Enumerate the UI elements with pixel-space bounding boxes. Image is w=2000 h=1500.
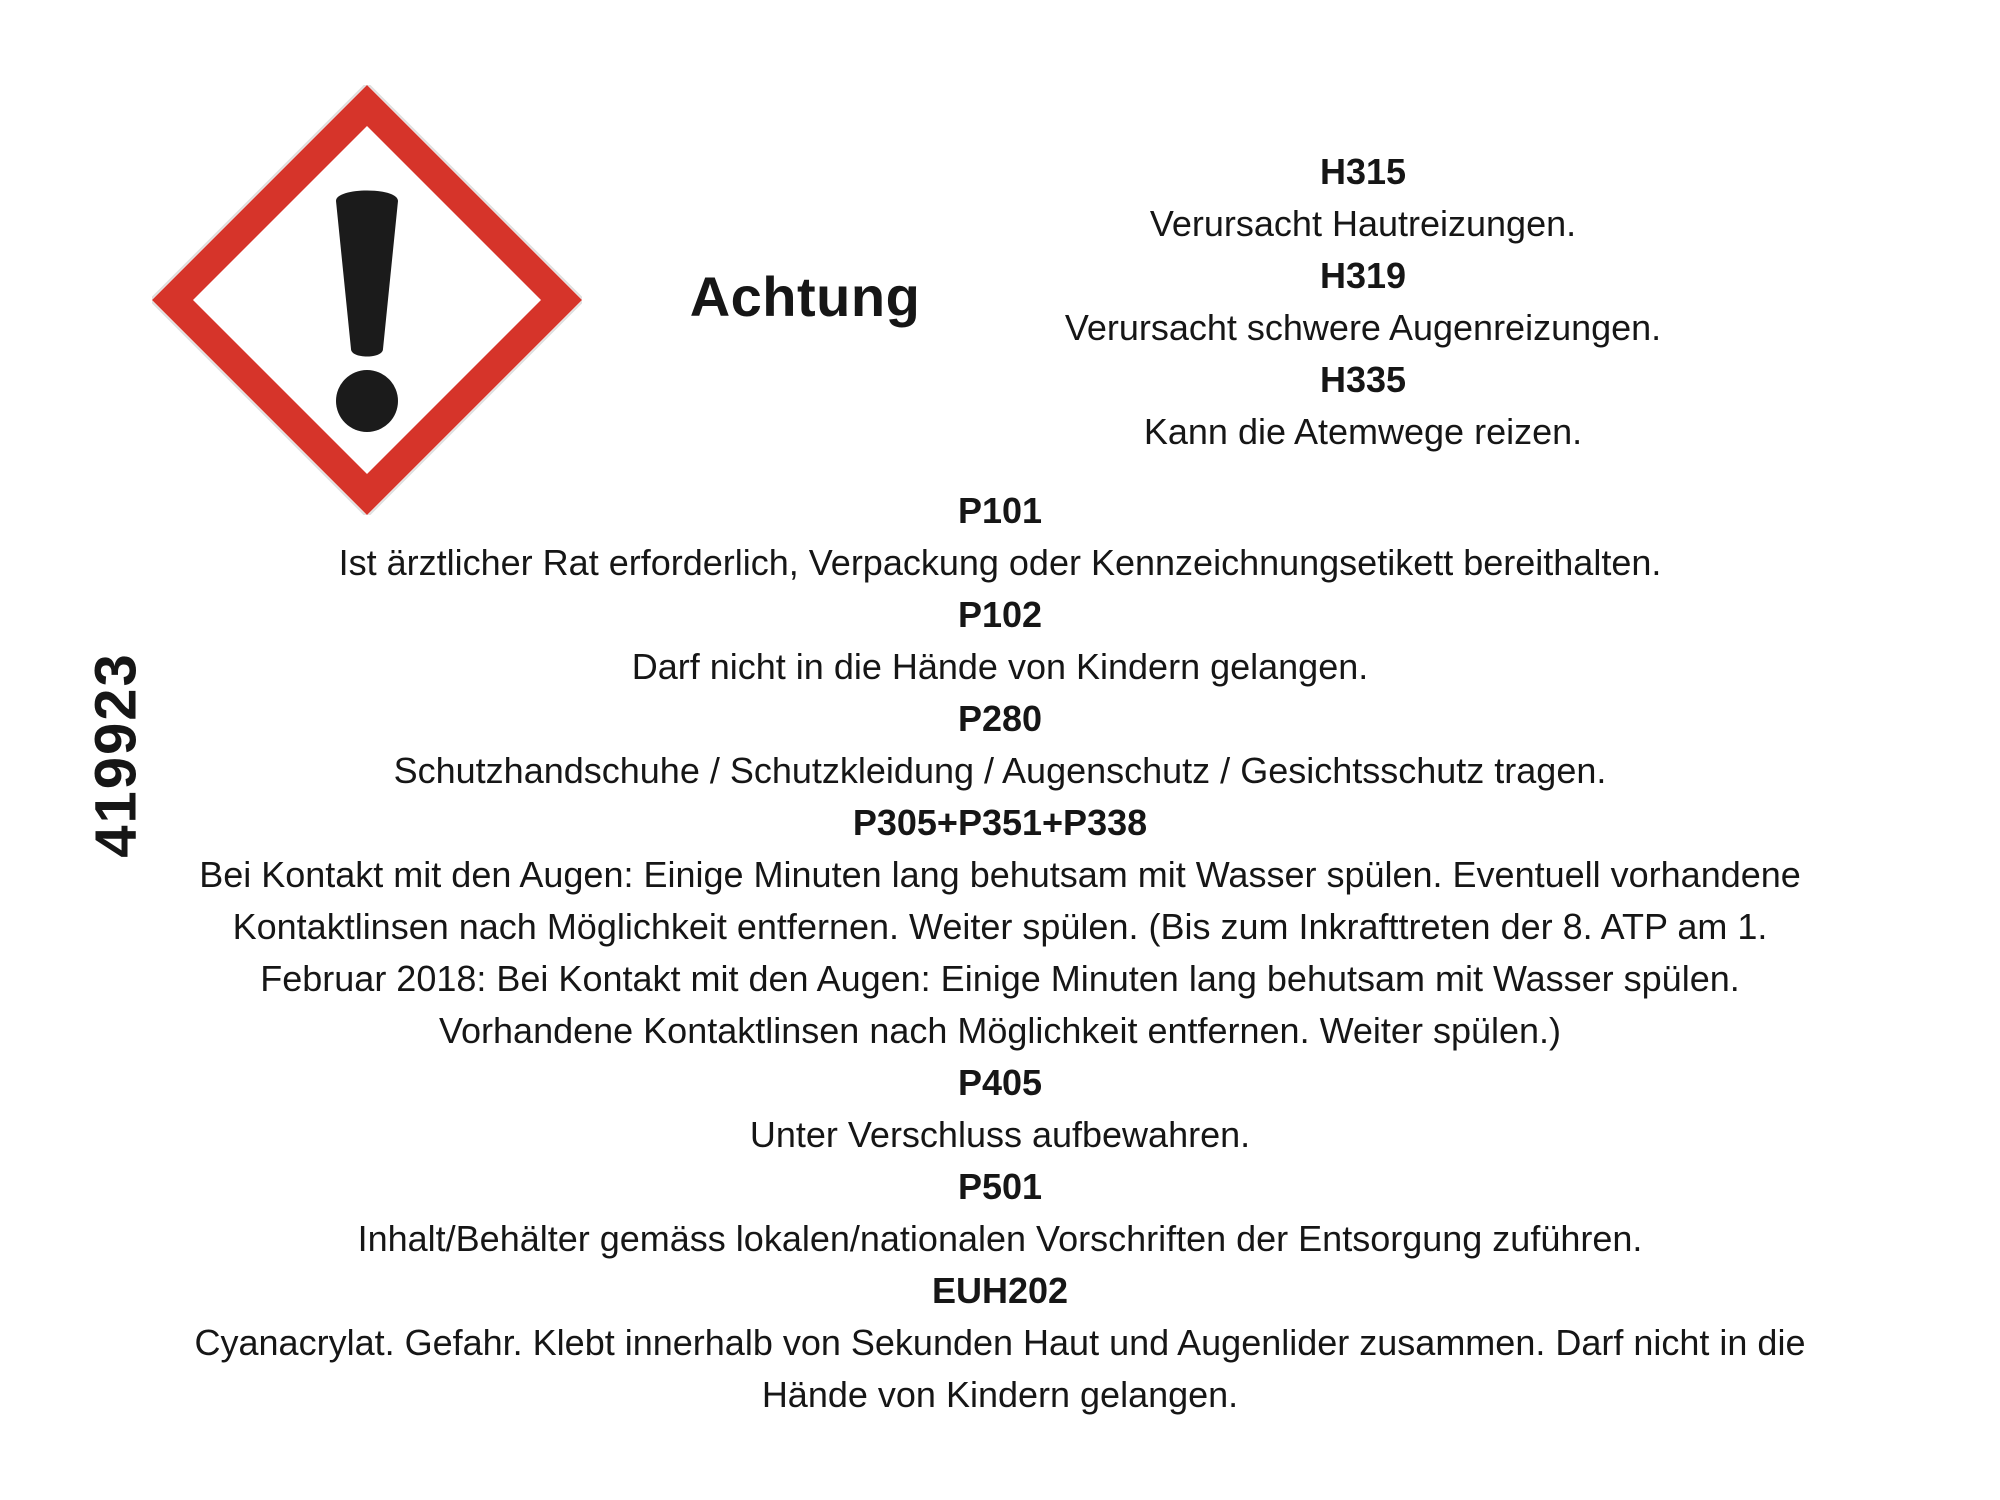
hazard-text: Verursacht schwere Augenreizungen. — [1064, 307, 1662, 348]
hazard-code: H319 — [1319, 255, 1407, 296]
hazard-text: Kann die Atemwege reizen. — [1143, 411, 1583, 452]
exclamation-dot — [336, 370, 398, 432]
precaution-text: Darf nicht in die Hände von Kindern gelangen. — [631, 646, 1369, 687]
precaution-text: Vorhandene Kontaktlinsen nach Möglichkeit entfernen. Weiter spülen.) — [438, 1010, 1562, 1051]
precaution-text: Kontaktlinsen nach Möglichkeit entfernen. Weiter spülen. (Bis zum Inkrafttreten der 8. ATP am 1. — [232, 906, 1768, 947]
hazard-code: H315 — [1319, 151, 1407, 192]
precaution-text: Februar 2018: Bei Kontakt mit den Augen: Einige Minuten lang behutsam mit Wasser spülen. — [260, 958, 1740, 999]
hazard-statements-block — [1013, 146, 1713, 458]
precaution-text: Ist ärztlicher Rat erforderlich, Verpackung oder Kennzeichnungsetikett bereithalten. — [338, 542, 1662, 583]
precaution-text: Bei Kontakt mit den Augen: Einige Minuten lang behutsam mit Wasser spülen. Eventuell vorhandene — [199, 854, 1801, 895]
hazard-text: Verursacht Hautreizungen. — [1149, 203, 1577, 244]
hazard-code: H335 — [1319, 359, 1407, 400]
precaution-code: P405 — [957, 1062, 1043, 1103]
precaution-text: Unter Verschluss aufbewahren. — [749, 1114, 1251, 1155]
precaution-text: Cyanacrylat. Gefahr. Klebt innerhalb von Sekunden Haut und Augenlider zusammen. Darf nicht in die — [194, 1322, 1806, 1363]
ghs07-exclamation-pictogram-icon — [152, 85, 582, 515]
signal-word: Achtung — [689, 265, 921, 328]
precautionary-statements-block — [100, 485, 1900, 1421]
product-number: 419923 — [83, 652, 149, 858]
precaution-code: EUH202 — [931, 1270, 1069, 1311]
precaution-code: P305+P351+P338 — [852, 802, 1148, 843]
precaution-text: Inhalt/Behälter gemäss lokalen/nationalen Vorschriften der Entsorgung zuführen. — [357, 1218, 1643, 1259]
precaution-text: Hände von Kindern gelangen. — [761, 1374, 1239, 1415]
precaution-code: P102 — [957, 594, 1043, 635]
precaution-code: P101 — [957, 490, 1043, 531]
precaution-text: Schutzhandschuhe / Schutzkleidung / Augenschutz / Gesichtsschutz tragen. — [393, 750, 1607, 791]
precaution-code: P501 — [957, 1166, 1043, 1207]
precaution-code: P280 — [957, 698, 1043, 739]
